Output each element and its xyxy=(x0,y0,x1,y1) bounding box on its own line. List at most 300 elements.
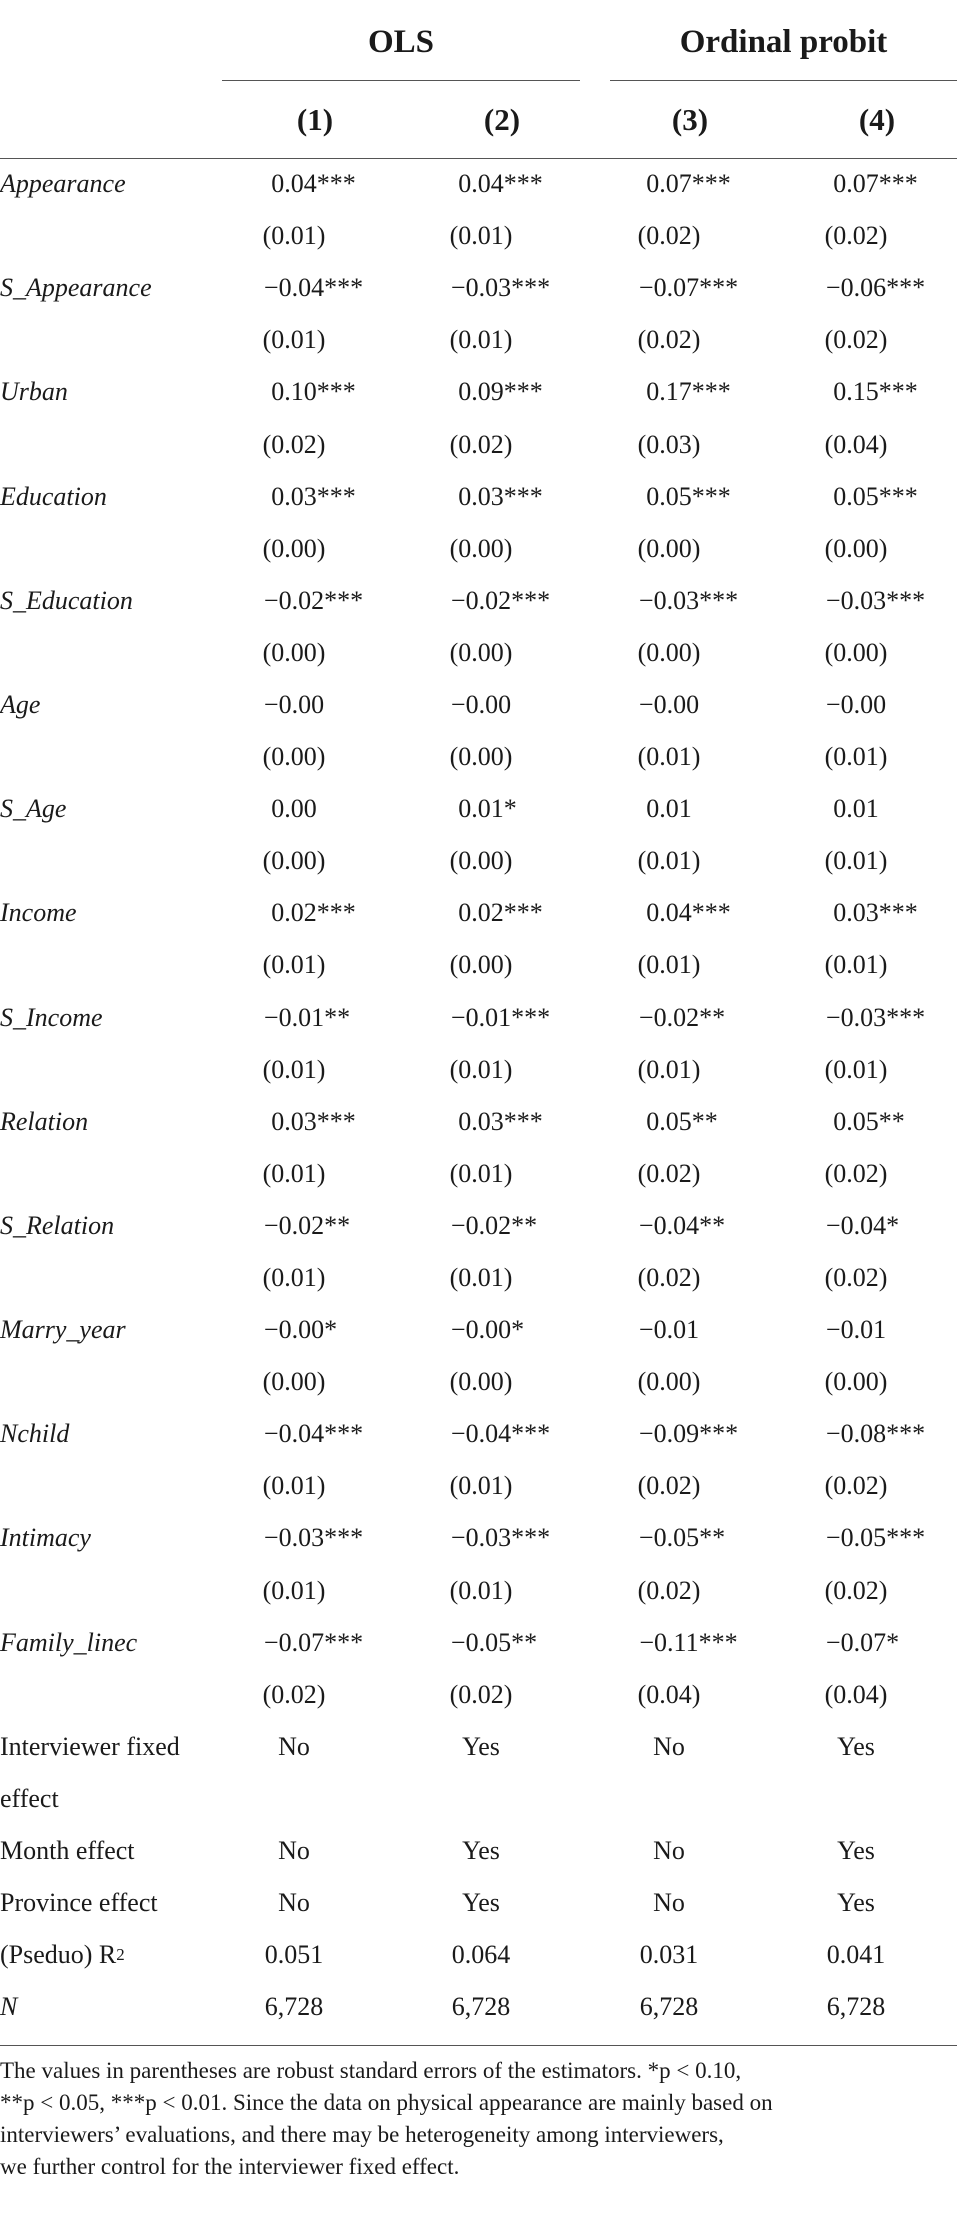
cell-value: −0.07 xyxy=(825,1627,887,1657)
table-cell-col-4 xyxy=(807,1148,947,1200)
cell-value: (0.02) xyxy=(824,1471,888,1501)
cell-value: 0.04 xyxy=(646,898,692,928)
table-cell-col-2 xyxy=(432,1044,572,1096)
row-label-text: Nchild xyxy=(0,1419,70,1449)
table-cell-col-3 xyxy=(620,1721,760,1773)
table-cell-col-1 xyxy=(245,1512,385,1564)
cell-value: −0.03 xyxy=(825,585,887,615)
row-label xyxy=(0,1096,88,1148)
cell-value: (0.00) xyxy=(824,533,888,563)
row-label-text: S_Relation xyxy=(0,1210,115,1240)
cell-value: (0.00) xyxy=(262,1367,326,1397)
table-cell-col-3 xyxy=(620,1460,760,1512)
significance-stars: *** xyxy=(886,1002,926,1032)
significance-stars: *** xyxy=(691,481,731,511)
row-label xyxy=(0,1408,69,1460)
table-row xyxy=(0,1408,957,1460)
table-cell-col-3 xyxy=(620,992,760,1044)
table-cell-col-2 xyxy=(432,1460,572,1512)
significance-stars: ** xyxy=(699,1002,726,1032)
cell-value: 0.02 xyxy=(271,898,317,928)
table-cell-col-1 xyxy=(245,1356,385,1408)
table-cell-col-3 xyxy=(620,1512,760,1564)
table-cell-col-1 xyxy=(245,523,385,575)
table-cell-col-1 xyxy=(245,887,385,939)
table-cell-col-1 xyxy=(245,1825,385,1877)
table-cell-col-1 xyxy=(245,262,385,314)
table-cell-col-2 xyxy=(432,1148,572,1200)
table-cell-col-3 xyxy=(620,731,760,783)
table-cell-col-4 xyxy=(807,1200,947,1252)
cell-value: 0.041 xyxy=(826,1940,886,1970)
cell-value: −0.07 xyxy=(638,273,700,303)
table-cell-col-2 xyxy=(432,575,572,627)
table-cell-col-1 xyxy=(245,1981,385,2033)
row-label xyxy=(0,1512,91,1564)
table-cell-col-4 xyxy=(807,939,947,991)
cell-value: −0.00 xyxy=(450,689,512,719)
cell-value: 0.17 xyxy=(646,377,692,407)
cell-value: (0.01) xyxy=(637,950,701,980)
table-cell-col-3 xyxy=(620,1617,760,1669)
table-row xyxy=(0,1200,957,1252)
table-row xyxy=(0,523,957,575)
table-cell-col-3 xyxy=(620,835,760,887)
table-cell-col-1 xyxy=(245,835,385,887)
table-cell-col-2 xyxy=(432,1877,572,1929)
table-cell-col-1 xyxy=(245,158,385,210)
table-cell-col-2 xyxy=(432,783,572,835)
cell-value: (0.02) xyxy=(824,221,888,251)
table-cell-col-4 xyxy=(807,1044,947,1096)
table-row xyxy=(0,1721,957,1773)
column-header-1: (1) xyxy=(296,102,334,137)
cell-value: 0.03 xyxy=(833,898,879,928)
table-cell-col-2 xyxy=(432,1825,572,1877)
table-cell-col-2 xyxy=(432,627,572,679)
table-row xyxy=(0,992,957,1044)
significance-stars: *** xyxy=(886,585,926,615)
cell-value: −0.03 xyxy=(450,1523,512,1553)
cell-value: (0.01) xyxy=(262,1158,326,1188)
table-cell-col-2 xyxy=(432,1929,572,1981)
table-cell-col-2 xyxy=(432,679,572,731)
cell-value: 0.01 xyxy=(833,794,879,824)
cell-value: (0.01) xyxy=(262,1471,326,1501)
cell-value: 0.03 xyxy=(458,481,504,511)
cell-value: −0.09 xyxy=(638,1419,700,1449)
table-row xyxy=(0,418,957,470)
table-cell-col-2 xyxy=(432,1096,572,1148)
table-row xyxy=(0,1825,957,1877)
table-cell-col-1 xyxy=(245,783,385,835)
table-cell-col-2 xyxy=(432,1981,572,2033)
row-label-text: Province effect xyxy=(0,1888,158,1918)
table-row xyxy=(0,1304,957,1356)
cell-value: No xyxy=(278,1888,310,1918)
table-row xyxy=(0,1252,957,1304)
row-label xyxy=(0,1877,158,1929)
cell-value: −0.06 xyxy=(825,273,887,303)
cell-value: (0.00) xyxy=(637,637,701,667)
cell-value: −0.00 xyxy=(263,1315,325,1345)
significance-stars: *** xyxy=(878,481,918,511)
cell-value: No xyxy=(653,1731,685,1761)
table-row xyxy=(0,1877,957,1929)
row-label: (Pseduo) R 2 xyxy=(0,1940,125,1970)
table-row xyxy=(0,1356,957,1408)
table-cell-col-4 xyxy=(807,1512,947,1564)
cell-value: −0.11 xyxy=(639,1627,699,1657)
cell-value: (0.02) xyxy=(824,1158,888,1188)
cell-value: (0.02) xyxy=(262,429,326,459)
table-cell-col-4 xyxy=(807,314,947,366)
table-cell-col-4 xyxy=(807,887,947,939)
table-note xyxy=(0,2055,940,2183)
cell-value: 0.04 xyxy=(458,169,504,199)
cell-value: (0.02) xyxy=(262,1679,326,1709)
cell-value: (0.01) xyxy=(637,846,701,876)
significance-stars: ** xyxy=(878,1106,905,1136)
bottom-rule xyxy=(0,2045,957,2046)
table-cell-col-3 xyxy=(620,1044,760,1096)
cell-value: (0.04) xyxy=(824,1679,888,1709)
cell-value: No xyxy=(278,1731,310,1761)
cell-value: 0.02 xyxy=(458,898,504,928)
table-cell-col-3 xyxy=(620,1773,760,1825)
row-label-text: Interviewer fixed xyxy=(0,1731,180,1761)
significance-stars: * xyxy=(511,1315,525,1345)
cell-value: (0.00) xyxy=(449,846,513,876)
table-row xyxy=(0,887,957,939)
note-line-2: **p < 0.05, ***p < 0.01. Since the data on physical appearance are mainly based on xyxy=(0,2090,773,2115)
table-cell-col-4 xyxy=(807,1617,947,1669)
cell-value: (0.01) xyxy=(824,950,888,980)
table-cell-col-2 xyxy=(432,158,572,210)
cell-value: −0.03 xyxy=(450,273,512,303)
cell-value: Yes xyxy=(837,1888,875,1918)
row-label-text: S_Age xyxy=(0,794,67,824)
row-label-text: S_Income xyxy=(0,1002,103,1032)
cell-value: −0.05 xyxy=(638,1523,700,1553)
cell-value: (0.00) xyxy=(262,637,326,667)
table-cell-col-4 xyxy=(807,523,947,575)
cell-value: 0.064 xyxy=(451,1940,511,1970)
table-cell-col-4 xyxy=(807,1669,947,1721)
row-label-text: Urban xyxy=(0,377,68,407)
row-label-text: Month effect xyxy=(0,1836,135,1866)
cell-value: (0.01) xyxy=(824,742,888,772)
cell-value: (0.02) xyxy=(449,1679,513,1709)
cell-value: −0.04 xyxy=(263,1419,325,1449)
group-underline-ols xyxy=(222,80,580,81)
cell-value: (0.00) xyxy=(262,742,326,772)
cell-value: Yes xyxy=(462,1836,500,1866)
cell-value: 0.03 xyxy=(271,1106,317,1136)
table-cell-col-2 xyxy=(432,418,572,470)
table-cell-col-3 xyxy=(620,1825,760,1877)
cell-value: No xyxy=(278,1836,310,1866)
row-label-text: Marry_year xyxy=(0,1315,126,1345)
table-cell-col-2 xyxy=(432,262,572,314)
cell-value: (0.01) xyxy=(262,325,326,355)
significance-stars: *** xyxy=(691,898,731,928)
cell-value: −0.05 xyxy=(450,1627,512,1657)
cell-value: 0.09 xyxy=(458,377,504,407)
cell-value: (0.01) xyxy=(449,221,513,251)
column-header-3: (3) xyxy=(671,102,709,137)
table-cell-col-2 xyxy=(432,471,572,523)
cell-value: 0.05 xyxy=(833,1106,879,1136)
cell-value: (0.02) xyxy=(824,325,888,355)
table-cell-col-4 xyxy=(807,158,947,210)
table-cell-col-1 xyxy=(245,575,385,627)
row-label xyxy=(0,1721,180,1773)
table-cell-col-1 xyxy=(245,1304,385,1356)
cell-value: −0.02 xyxy=(450,585,512,615)
table-cell-col-3 xyxy=(620,575,760,627)
table-cell-col-1 xyxy=(245,992,385,1044)
significance-stars: *** xyxy=(503,898,543,928)
table-cell-col-4 xyxy=(807,471,947,523)
cell-value: (0.02) xyxy=(449,429,513,459)
table-cell-col-2 xyxy=(432,1565,572,1617)
table-cell-col-4 xyxy=(807,1773,947,1825)
significance-stars: *** xyxy=(324,273,364,303)
table-cell-col-3 xyxy=(620,783,760,835)
significance-stars: *** xyxy=(511,1523,551,1553)
table-cell-col-4 xyxy=(807,210,947,262)
table-cell-col-4 xyxy=(807,1565,947,1617)
significance-stars: * xyxy=(886,1210,900,1240)
table-cell-col-2 xyxy=(432,992,572,1044)
significance-stars: *** xyxy=(886,1419,926,1449)
row-label xyxy=(0,992,103,1044)
cell-value: −0.03 xyxy=(825,1002,887,1032)
table-row xyxy=(0,1096,957,1148)
table-cell-col-3 xyxy=(620,1356,760,1408)
significance-stars: * xyxy=(886,1627,900,1657)
significance-stars: *** xyxy=(691,377,731,407)
row-label xyxy=(0,1825,135,1877)
table-row xyxy=(0,1044,957,1096)
cell-value: (0.00) xyxy=(637,1367,701,1397)
cell-value: (0.00) xyxy=(262,533,326,563)
table-cell-col-4 xyxy=(807,1356,947,1408)
table-cell-col-1 xyxy=(245,1617,385,1669)
cell-value: (0.04) xyxy=(637,1679,701,1709)
cell-value: (0.00) xyxy=(449,950,513,980)
table-cell-col-1 xyxy=(245,731,385,783)
row-label xyxy=(0,783,66,835)
table-row xyxy=(0,1981,957,2033)
row-label xyxy=(0,679,40,731)
table-cell-col-3 xyxy=(620,627,760,679)
table-cell-col-2 xyxy=(432,1356,572,1408)
cell-value: Yes xyxy=(837,1836,875,1866)
group-header-ordinal-probit: Ordinal probit xyxy=(679,23,888,60)
cell-value: (0.01) xyxy=(262,1575,326,1605)
table-cell-col-4 xyxy=(807,418,947,470)
significance-stars: *** xyxy=(503,377,543,407)
table-cell-col-3 xyxy=(620,939,760,991)
table-cell-col-2 xyxy=(432,939,572,991)
cell-value: −0.01 xyxy=(825,1315,887,1345)
cell-value: (0.01) xyxy=(449,1158,513,1188)
table-cell-col-3 xyxy=(620,1148,760,1200)
significance-stars: *** xyxy=(316,898,356,928)
cell-value: 0.07 xyxy=(833,169,879,199)
significance-stars: ** xyxy=(511,1627,538,1657)
table-cell-col-1 xyxy=(245,1460,385,1512)
cell-value: No xyxy=(653,1888,685,1918)
row-label-text: S_Appearance xyxy=(0,273,152,303)
table-cell-col-2 xyxy=(432,1721,572,1773)
table-cell-col-1 xyxy=(245,1408,385,1460)
table-row xyxy=(0,575,957,627)
cell-value: 0.03 xyxy=(458,1106,504,1136)
cell-value: 0.01 xyxy=(458,794,504,824)
table-cell-col-2 xyxy=(432,887,572,939)
significance-stars: *** xyxy=(698,1627,738,1657)
cell-value: (0.02) xyxy=(824,1263,888,1293)
table-row xyxy=(0,1617,957,1669)
table-cell-col-2 xyxy=(432,1252,572,1304)
cell-value: (0.00) xyxy=(262,846,326,876)
row-label-text: (Pseduo) R xyxy=(0,1940,117,1970)
significance-stars: ** xyxy=(511,1210,538,1240)
table-cell-col-1 xyxy=(245,1565,385,1617)
cell-value: −0.07 xyxy=(263,1627,325,1657)
table-cell-col-2 xyxy=(432,1617,572,1669)
cell-value: Yes xyxy=(462,1888,500,1918)
cell-value: (0.01) xyxy=(449,1054,513,1084)
table-cell-col-2 xyxy=(432,1304,572,1356)
table-cell-col-3 xyxy=(620,887,760,939)
cell-value: −0.04 xyxy=(263,273,325,303)
cell-value: (0.01) xyxy=(262,1263,326,1293)
cell-value: (0.01) xyxy=(824,1054,888,1084)
cell-value: 6,728 xyxy=(264,1992,324,2022)
significance-stars: *** xyxy=(316,169,356,199)
row-label xyxy=(0,1981,17,2033)
cell-value: (0.00) xyxy=(449,742,513,772)
cell-value: (0.01) xyxy=(262,950,326,980)
cell-value: −0.00 xyxy=(638,689,700,719)
significance-stars: *** xyxy=(878,898,918,928)
table-cell-col-2 xyxy=(432,1408,572,1460)
table-cell-col-4 xyxy=(807,679,947,731)
table-cell-col-1 xyxy=(245,1721,385,1773)
table-cell-col-1 xyxy=(245,1200,385,1252)
row-label-text: Intimacy xyxy=(0,1523,91,1553)
table-cell-col-3 xyxy=(620,1200,760,1252)
cell-value: 0.10 xyxy=(271,377,317,407)
cell-value: (0.01) xyxy=(449,1263,513,1293)
table-cell-col-4 xyxy=(807,575,947,627)
significance-stars: *** xyxy=(316,1106,356,1136)
significance-stars: *** xyxy=(324,1627,364,1657)
table-row xyxy=(0,1773,957,1825)
significance-stars: *** xyxy=(699,1419,739,1449)
cell-value: (0.03) xyxy=(637,429,701,459)
cell-value: No xyxy=(653,1836,685,1866)
cell-value: (0.02) xyxy=(637,1471,701,1501)
significance-stars: *** xyxy=(324,1523,364,1553)
significance-stars: *** xyxy=(886,1523,926,1553)
significance-stars: *** xyxy=(503,169,543,199)
table-cell-col-2 xyxy=(432,731,572,783)
row-label-text: effect xyxy=(0,1783,59,1813)
table-row xyxy=(0,262,957,314)
cell-value: (0.02) xyxy=(637,1263,701,1293)
significance-stars: *** xyxy=(699,585,739,615)
table-cell-col-2 xyxy=(432,523,572,575)
table-cell-col-1 xyxy=(245,1044,385,1096)
cell-value: −0.01 xyxy=(450,1002,512,1032)
table-cell-col-2 xyxy=(432,210,572,262)
cell-value: 6,728 xyxy=(451,1992,511,2022)
group-header-ols: OLS xyxy=(367,23,435,60)
cell-value: −0.02 xyxy=(450,1210,512,1240)
table-cell-col-4 xyxy=(807,366,947,418)
significance-stars: *** xyxy=(511,273,551,303)
note-line-3: interviewers’ evaluations, and there may be heterogeneity among interviewers, xyxy=(0,2122,724,2147)
table-row xyxy=(0,1460,957,1512)
cell-value: 0.05 xyxy=(833,481,879,511)
significance-stars: *** xyxy=(878,169,918,199)
table-cell-col-3 xyxy=(620,679,760,731)
table-cell-col-2 xyxy=(432,366,572,418)
table-cell-col-1 xyxy=(245,366,385,418)
table-cell-col-4 xyxy=(807,835,947,887)
table-row xyxy=(0,1565,957,1617)
significance-stars: *** xyxy=(511,1419,551,1449)
table-cell-col-1 xyxy=(245,471,385,523)
cell-value: (0.01) xyxy=(824,846,888,876)
cell-value: 6,728 xyxy=(639,1992,699,2022)
cell-value: −0.04 xyxy=(825,1210,887,1240)
cell-value: 0.01 xyxy=(646,794,692,824)
table-row xyxy=(0,783,957,835)
cell-value: 0.051 xyxy=(264,1940,324,1970)
cell-value: −0.00 xyxy=(263,689,325,719)
table-row xyxy=(0,1148,957,1200)
table-cell-col-4 xyxy=(807,627,947,679)
table-cell-col-2 xyxy=(432,1200,572,1252)
cell-value: (0.00) xyxy=(824,637,888,667)
significance-stars: ** xyxy=(691,1106,718,1136)
row-label xyxy=(0,1200,114,1252)
row-label xyxy=(0,366,68,418)
cell-value: −0.03 xyxy=(263,1523,325,1553)
row-label-text: N xyxy=(0,1992,18,2022)
table-cell-col-3 xyxy=(620,1096,760,1148)
cell-value: (0.00) xyxy=(824,1367,888,1397)
table-cell-col-4 xyxy=(807,1929,947,1981)
cell-value: −0.00 xyxy=(450,1315,512,1345)
cell-value: (0.00) xyxy=(449,533,513,563)
cell-value: 0.15 xyxy=(833,377,879,407)
table-cell-col-3 xyxy=(620,1877,760,1929)
significance-stars: * xyxy=(503,794,517,824)
table-cell-col-3 xyxy=(620,1981,760,2033)
table-cell-col-4 xyxy=(807,1252,947,1304)
table-row xyxy=(0,679,957,731)
table-row xyxy=(0,939,957,991)
table-cell-col-3 xyxy=(620,158,760,210)
table-cell-col-1 xyxy=(245,1669,385,1721)
